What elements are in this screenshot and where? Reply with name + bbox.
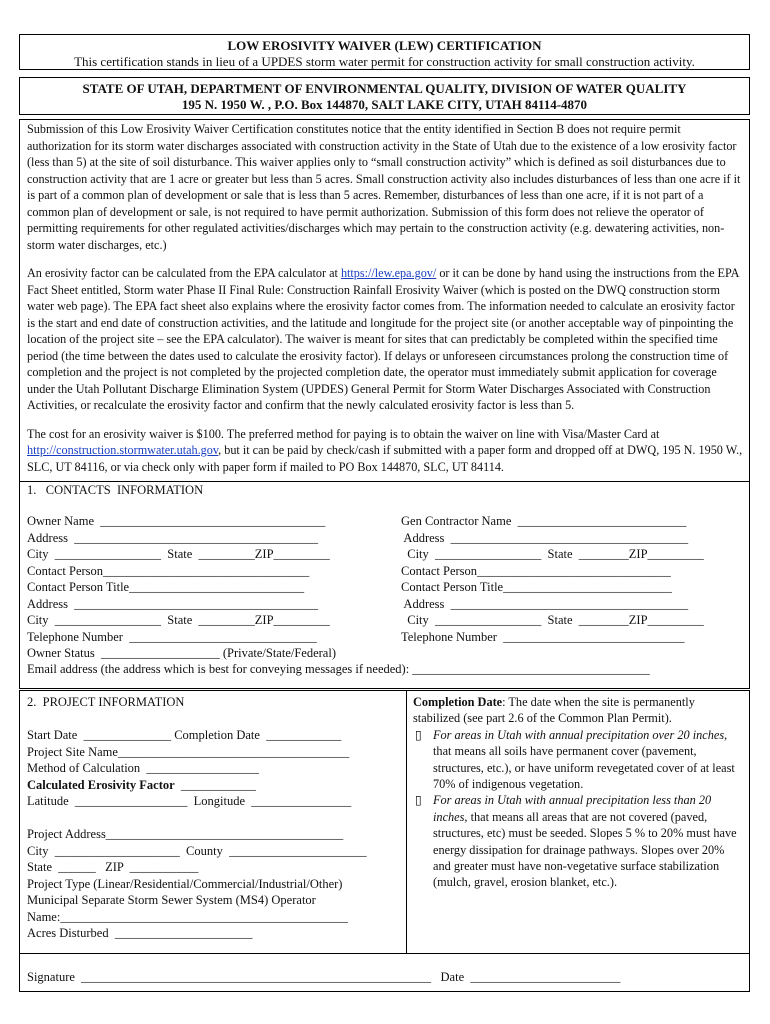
- project-address-field[interactable]: Project Address______________________________________: [27, 827, 344, 841]
- bullet-icon: ▯: [415, 727, 422, 742]
- project-state-zip-field[interactable]: State ______ ZIP ___________: [27, 860, 199, 874]
- signature-divider: [19, 953, 750, 954]
- contractor-name-field[interactable]: Gen Contractor Name ___________________________: [401, 514, 687, 528]
- list-item: ▯ For areas in Utah with annual precipitation less than 20 inches, that means all areas that are not covered (paved, structures, etc) must be seeded. Slopes 5 % to 20% must have energy dissipation for drainage pathways. Slopes over 20% and greater must have non-vegetative surface stabilization (mulch, gravel, erosion blanket, etc.).: [415, 793, 737, 890]
- agency-name: STATE OF UTAH, DEPARTMENT OF ENVIRONMENTAL QUALITY, DIVISION OF WATER QUALITY: [82, 81, 687, 96]
- agency-address: 195 N. 1950 W. , P.O. Box 144870, SALT LAKE CITY, UTAH 84114-4870: [181, 97, 588, 112]
- epa-calculator-link[interactable]: https://lew.epa.gov/: [340, 266, 437, 280]
- project-site-name-field[interactable]: Project Site Name_____________________________________: [27, 744, 350, 759]
- contractor-contact-person-field[interactable]: Contact Person_______________________________: [401, 563, 671, 578]
- ms4-operator-name-field[interactable]: Name:______________________________________________: [27, 909, 348, 924]
- project-city-county-field[interactable]: City ____________________ County ______________________: [27, 843, 367, 858]
- latitude-longitude-field[interactable]: Latitude __________________ Longitude ________________: [27, 794, 352, 808]
- owner-city-state-zip-field[interactable]: City _________________ State _________ZIP_________: [27, 547, 330, 561]
- owner-telephone-field[interactable]: Telephone Number ______________________________: [27, 629, 317, 644]
- calculation-method-field[interactable]: Method of Calculation __________________: [27, 761, 259, 775]
- utah-stormwater-link[interactable]: http://construction.stormwater.utah.gov: [27, 443, 219, 457]
- owner-contact-title-field[interactable]: Contact Person Title____________________________: [27, 580, 305, 594]
- contractor-contact-title-field[interactable]: Contact Person Title___________________________: [401, 580, 672, 594]
- owner-address-2-field[interactable]: Address _______________________________________: [27, 596, 318, 611]
- owner-status-field[interactable]: Owner Status ___________________ (Private/State/Federal): [27, 646, 336, 660]
- list-item: ▯ For areas in Utah with annual precipitation over 20 inches, that means all soils have permanent cover (pavement, structures, etc.), or have uniform revegetated cover of at least 70% of indigenous vegetation.: [415, 727, 735, 792]
- contractor-address-field[interactable]: Address ______________________________________: [401, 530, 689, 545]
- erosivity-factor-label: Calculated Erosivity Factor: [27, 777, 175, 792]
- contractor-city-state-zip-field[interactable]: City _________________ State ________ZIP_________: [401, 547, 704, 561]
- completion-date-label: Completion Date: [413, 695, 503, 709]
- owner-address-field[interactable]: Address _______________________________________: [27, 530, 318, 545]
- intro-p2-a: An erosivity factor can be calculated from the EPA calculator at: [27, 266, 341, 280]
- form-title: LOW EROSIVITY WAIVER (LEW) CERTIFICATION: [227, 38, 542, 53]
- erosivity-factor-blank: ____________: [174, 777, 256, 792]
- intro-p3-b: , but it can be paid by check/cash if submitted with a paper form and dropped off at DWQ, 195 N. 1950 W., SLC, UT 84116, or via check only with paper form if mailed to PO Box 144870, SLC, UT 84114.: [27, 443, 743, 474]
- contractor-city-state-zip-2-field[interactable]: City _________________ State ________ZIP_________: [401, 613, 704, 627]
- contacts-heading: 1. CONTACTS INFORMATION: [27, 483, 204, 497]
- owner-city-state-zip-2-field[interactable]: City _________________ State _________ZIP_________: [27, 613, 330, 627]
- intro-paragraph-2: [27, 265, 745, 414]
- contractor-telephone-field[interactable]: Telephone Number _____________________________: [401, 629, 685, 644]
- owner-contact-person-field[interactable]: Contact Person_________________________________: [27, 563, 310, 578]
- erosivity-factor-field[interactable]: [27, 777, 256, 793]
- completion-date-intro: Completion Date: The date when the site is permanently stabilized (see part 2.6 of the Common Plan Permit).: [413, 695, 695, 726]
- intro-paragraph-1: Submission of this Low Erosivity Waiver Certification constitutes notice that the entity identified in Section B does not require permit authorization for its storm water discharges associated with construction activity in the State of Utah due to the existence of a low erosivity factor (less than 5) at the site of soil disturbance. This waiver applies only to “small construction activity” which is defined as soil disturbances due to construction activity that are 1 acre or greater but less than 5 acres. Small construction activity also includes disturbances of less than one acre if it is part of a common plan of development or sale that is less than 5 acres. Remember, disturbances of less than one acre, if it is not part of a common plan of development or sale, is not required to have permit authorization. Submission of this form does not relieve the operator of permitting requirements for other regulated activities/discharges which may pertain to the construction activity (e.g. dewatering activities, non-storm water discharges, etc.): [27, 122, 741, 252]
- intro-text: [27, 121, 745, 475]
- intro-p2-b: or it can be done by hand using the instructions from the EPA Fact Sheet entitled, Storm water Phase II Final Rule: Construction Rainfall Erosivity Waiver (which is posted on the DWQ construction storm water web page). The EPA fact sheet also explains where the erosivity factor comes from. The information needed to calculate an erosivity factor is the start and end date of construction activities, and the latitude and longitude for the project site (or another acceptable way of pinpointing the location of the project site – see the EPA calculator). The waiver is meant for sites that can predictably be completed within the specified time period (the time between the dates used to calculate the erosivity factor). If delays or unforeseen circumstances prolong the construction time of completion and the project is not completed by the projected completion date, the operator must immediately submit application for coverage under the Utah Pollutant Discharge Elimination System (UPDES) General Permit for Storm Water Discharges Associated with Construction Activities, or recalculate the erosivity factor and confirm that the newly calculated erosivity factor is less than 5.: [27, 266, 739, 412]
- contractor-address-2-field[interactable]: Address ______________________________________: [401, 596, 689, 611]
- signature-date-field[interactable]: Signature ________________________________________________________ Date ________________________: [27, 970, 621, 984]
- start-completion-date-field[interactable]: Start Date ______________ Completion Date ____________: [27, 728, 342, 742]
- agency-box: [19, 77, 750, 115]
- bullet-icon: ▯: [415, 793, 422, 808]
- form-subtitle: This certification stands in lieu of a UPDES storm water permit for construction activity for small construction activity.: [74, 54, 695, 69]
- project-heading: 2. PROJECT INFORMATION: [27, 695, 185, 709]
- project-column-divider: [406, 690, 407, 953]
- intro-p3-a: The cost for an erosivity waiver is $100. The preferred method for paying is to obtain the waiver on line with Visa/Master Card at: [27, 426, 660, 441]
- completion-date-info: [413, 694, 745, 891]
- acres-disturbed-field[interactable]: Acres Disturbed ______________________: [27, 926, 253, 940]
- email-address-field[interactable]: Email address (the address which is best for conveying messages if needed): ______________________________________: [27, 662, 650, 676]
- owner-name-field[interactable]: Owner Name ____________________________________: [27, 514, 326, 528]
- completion-criteria-list: [413, 727, 745, 891]
- ms4-operator-label: Municipal Separate Storm Sewer System (MS4) Operator: [27, 893, 316, 907]
- intro-paragraph-3: [27, 426, 745, 476]
- project-type-field[interactable]: Project Type (Linear/Residential/Commercial/Industrial/Other): [27, 876, 343, 891]
- header-box: [19, 34, 750, 70]
